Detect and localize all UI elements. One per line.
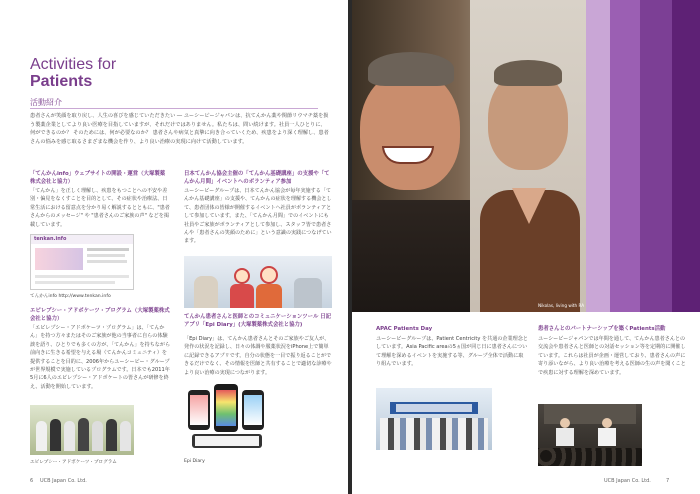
- left-page-number: 6: [30, 478, 34, 484]
- volunteer-event-photo: [184, 256, 332, 308]
- tenkan-info-body: 「てんかん」を正しく理解し、疾患をもつことへの不安や差別・偏見をなくすことを目的として、その症状や治療法、日常生活における留意点を分かり易く解説するとともに、"患者さんからのメッセージ" や "患者さんのご家族の声" などを掲載しています。: [30, 188, 170, 228]
- page-title-line2: Patients: [30, 73, 93, 90]
- intro-paragraph: 患者さんが笑顔を取り戻し、人生の喜びを感じていただきたい ― ユーシービージャパンは、抗てんかん薬や関節リウマチ薬を扱う製薬企業としてより良い医療を目指していますが、それだけではありません。私たちは、問い続けます。社員一人ひとりに、何ができるのか？ そのためには、何が必要なのか？ 患者さんや病気と真摯に向き合っていくため、疾患をより深く理解し、患者さんの悩みを感じ取るさまざまな機会を作り、より良い治療の実現に向けて活動しています。: [30, 113, 329, 145]
- left-page: [0, 0, 348, 494]
- advocates-heading: エピレプシー・アドボケーツ・プログラム（大塚製薬株式会社と協力）: [30, 308, 170, 322]
- patient-portrait-photo: [352, 0, 586, 312]
- apac-body: ユーシービーグループは、Patient Centricity を共通の企業理念としています。Asia Pacific areaの5ヵ国が同じ日に患者さんについて理解を深めるイベントを実施する等、グループ全体で活動に取り組んでいます。: [376, 336, 528, 368]
- patients-session-photo: [538, 404, 642, 466]
- stripe-2: [610, 0, 640, 312]
- right-page-company: UCB Japan Co. Ltd.: [604, 478, 651, 484]
- left-page-company: UCB Japan Co. Ltd.: [40, 478, 87, 484]
- epi-diary-heading: てんかん患者さんと医師とのコミュニケーションツール 日記アプリ「Epi Diary」(大塚製薬株式会社と協力): [184, 314, 331, 328]
- tenkan-info-heading: 「てんかんinfo」ウェブサイトの開設・運営（大塚製薬株式会社と協力）: [30, 171, 166, 185]
- tenkan-info-caption: てんかんinfo http://www.tenkan.info: [30, 294, 111, 299]
- partner-body: ユーシービージャパンでは年間を通して、てんかん患者さんとの交流会や患者さんと医師との対話セッション等を定期的に開催しています。これらは社員が企画・運営しており、患者さんの声に寄り添いながら、より良い治療を考える医師の生の声を聞くことで疾患に対する理解を深めています。: [538, 336, 686, 376]
- advocates-caption: エピレプシー・アドボケーツ・プログラム: [30, 460, 117, 465]
- advocates-group-photo: [30, 405, 134, 455]
- advocates-body: 「エピレプシー・アドボケーツ・プログラム」は、「てんかん」を持つ方々またはそのご家族が他の当事者に自らの体験談を語り、ひとりでも多くの方が、「てんかん」を持ちながら前向きに生きる希望を与える場（てんかんコミュニティ）を提供することを目的に、2006年からユーシービー・グループが世界規模で実施しているプログラムです。日本でも2011年5月に6人のエピレプシー・アドボケートの皆さんが研修を終え、活動を開始しています。: [30, 325, 171, 390]
- epi-diary-caption: Epi Diary: [184, 459, 205, 464]
- page-title-line1: Activities for: [30, 56, 117, 73]
- apac-group-photo: [376, 388, 492, 450]
- basic-lecture-body: ユーシービーグループは、日本てんかん協会が毎年実施する「てんかん基礎講座」の支援や、てんかんの症状を理解する機会として、患者団体の皆様が開催するイベントへ社員がボランティアとして参加しています。また、「てんかん月間」でのイベントにも社員やご家族がボランティアとして参加し、スタッフ皆で患者さんや「患者さんの笑顔のために」という意識の実践につなげています。: [184, 188, 332, 245]
- portrait-caption: Nikolas, living with RA: [538, 303, 585, 308]
- section-subtitle: 活動紹介: [30, 98, 62, 107]
- partner-heading: 患者さんとのパートナーシップを築くPatients活動: [538, 326, 666, 332]
- stripe-1: [586, 0, 610, 312]
- stripe-4: [672, 0, 700, 312]
- tenkan-info-logo: tenkan.info: [34, 236, 67, 242]
- apac-heading: APAC Patients Day: [376, 326, 433, 332]
- epi-diary-body: 「Epi Diary」は、てんかん患者さんとそのご家族やご友人が、発作の状況を記録し、日々の体調や服薬状況をiPhone上で簡単に記録できるアプリです。自分の状態を一目で振り返ることができるだけでなく、その情報を医師と共有することで適切な診療やより良い治療の実現につながります。: [184, 336, 332, 376]
- basic-lecture-heading: 日本てんかん協会主催の「てんかん基礎講座」の支援や「てんかん月間」イベントへのボランティア参加: [184, 171, 330, 185]
- right-page-number: 7: [666, 478, 670, 484]
- subtitle-divider: [30, 108, 318, 109]
- right-page: [352, 0, 700, 494]
- epi-diary-phones-image: [186, 384, 268, 454]
- stripe-3: [640, 0, 672, 312]
- tenkan-info-screenshot: [30, 234, 134, 290]
